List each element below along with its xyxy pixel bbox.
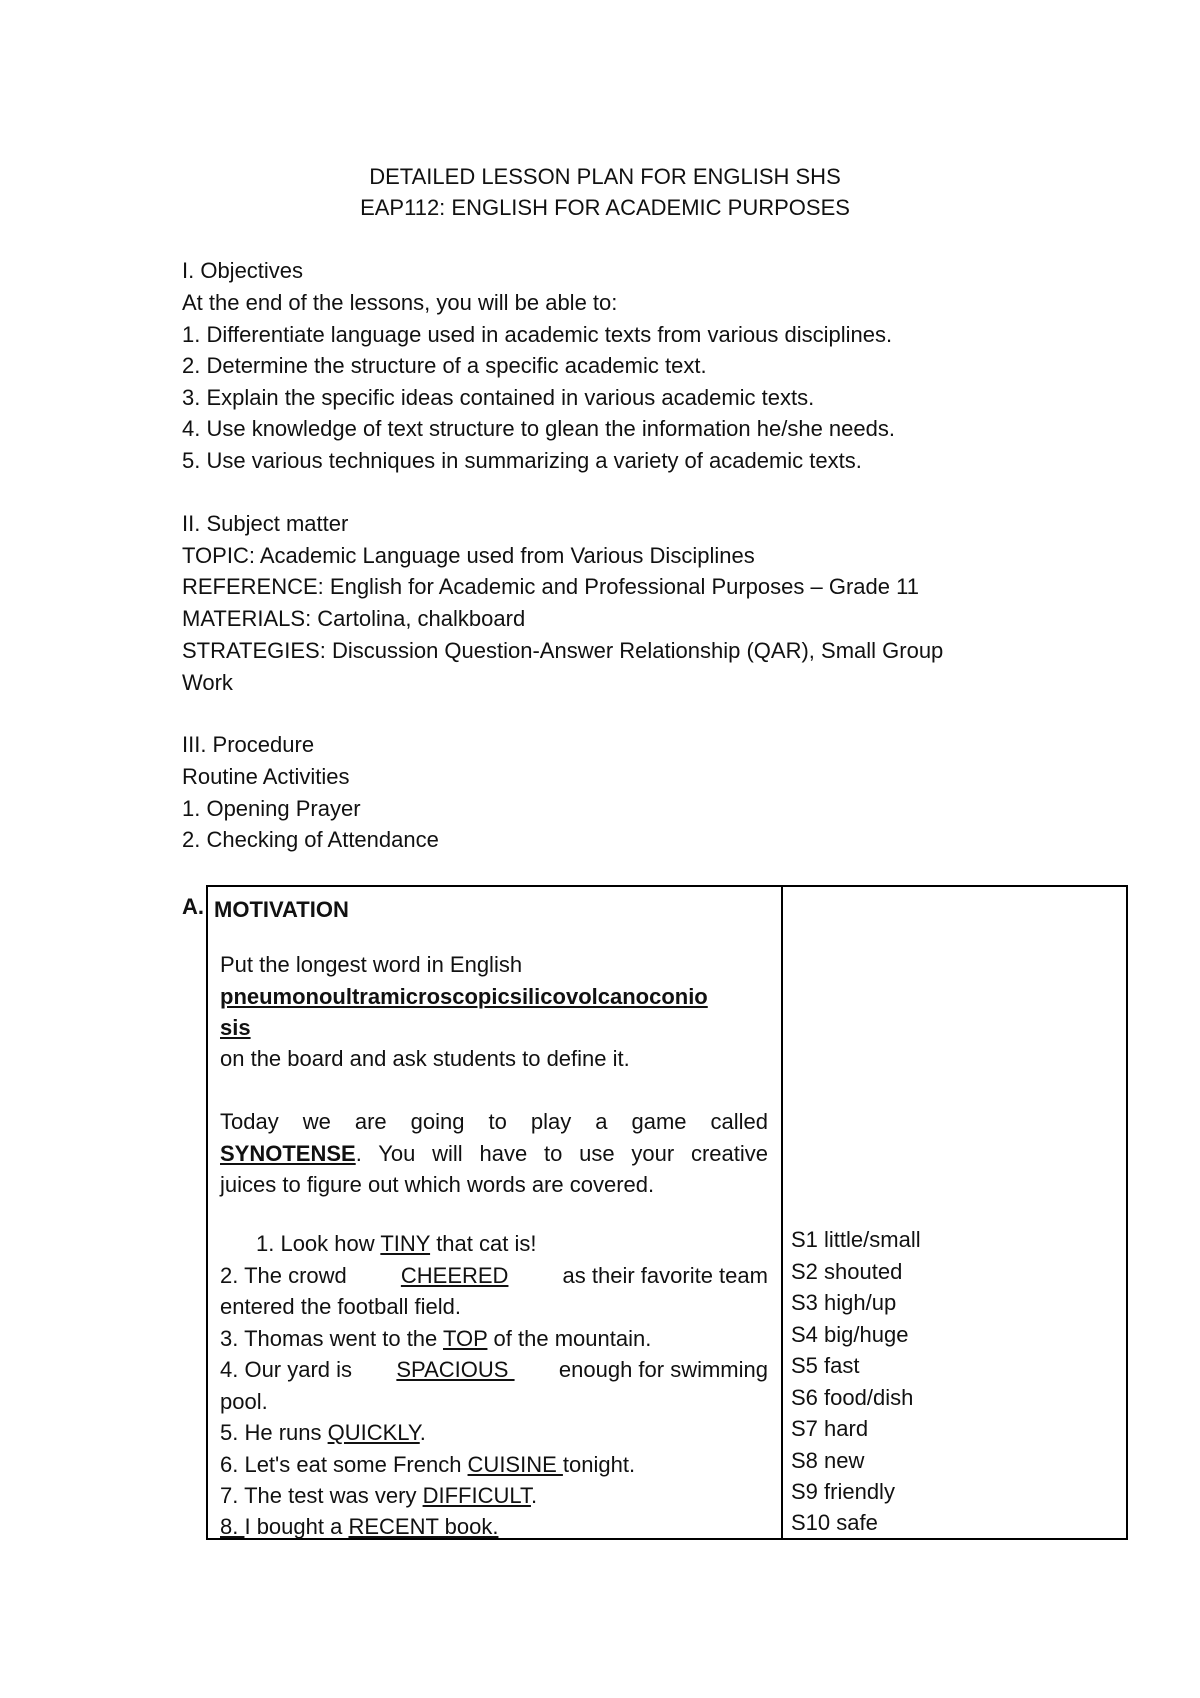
target-word: CHEERED: [400, 1263, 509, 1288]
objective-item: 2. Determine the structure of a specific academic text.: [182, 353, 707, 378]
target-word: SPACIOUS: [396, 1357, 515, 1382]
subject-topic: TOPIC: Academic Language used from Various Disciplines: [182, 543, 755, 568]
subject-strategies: STRATEGIES: Discussion Question-Answer Relationship (QAR), Small Group: [182, 638, 944, 663]
sentence-text: that cat is!: [430, 1231, 537, 1256]
objectives-heading: I. Objectives: [182, 258, 304, 283]
answer-item: S6 food/dish: [791, 1385, 914, 1410]
column-divider: [781, 887, 783, 1538]
sentence-text: enough for swimming: [558, 1357, 768, 1382]
sentence-item: [220, 1511, 498, 1543]
procedure-item: 2. Checking of Attendance: [182, 827, 439, 852]
answer-item: S1 little/small: [791, 1227, 921, 1252]
sentence-text: 2. The crowd: [220, 1263, 347, 1288]
procedure-item: 1. Opening Prayer: [182, 796, 361, 821]
subject-materials: MATERIALS: Cartolina, chalkboard: [182, 606, 526, 631]
sentence-text: 4. Our yard is: [220, 1357, 353, 1382]
sentence-item: [220, 1323, 651, 1355]
sentence-item: [220, 1449, 635, 1481]
game-name: SYNOTENSE: [220, 1141, 356, 1166]
sentence-item: [256, 1228, 536, 1260]
objectives-intro: At the end of the lessons, you will be able to:: [182, 290, 618, 315]
target-word: TOP: [443, 1326, 488, 1351]
sentence-text: 3. Thomas went to the: [220, 1326, 443, 1351]
target-word: TINY: [380, 1231, 431, 1256]
subject-heading: II. Subject matter: [182, 511, 349, 536]
target-word: CUISINE: [467, 1452, 563, 1477]
game-intro: juices to figure out which words are covered.: [220, 1172, 655, 1197]
document-title: DETAILED LESSON PLAN FOR ENGLISH SHS: [369, 164, 841, 189]
document-subtitle: EAP112: ENGLISH FOR ACADEMIC PURPOSES: [360, 195, 850, 220]
sentence-item: [220, 1260, 768, 1292]
objective-item: 5. Use various techniques in summarizing a variety of academic texts.: [182, 448, 862, 473]
answer-item: S10 safe: [791, 1510, 878, 1535]
subject-strategies-continued: Work: [182, 670, 233, 695]
answer-item: S3 high/up: [791, 1290, 897, 1315]
answer-item: S7 hard: [791, 1416, 869, 1441]
procedure-heading: III. Procedure: [182, 732, 315, 757]
answer-item: S5 fast: [791, 1353, 860, 1378]
answer-item: S2 shouted: [791, 1259, 903, 1284]
sentence-item: [220, 1417, 426, 1449]
longest-word-continued: sis: [220, 1015, 251, 1040]
motivation-heading: MOTIVATION: [214, 897, 349, 922]
routine-heading: Routine Activities: [182, 764, 350, 789]
game-intro-line: [220, 1138, 768, 1170]
sentence-text: 5. He runs: [220, 1420, 328, 1445]
answer-item: S4 big/huge: [791, 1322, 909, 1347]
instruction-line: on the board and ask students to define it.: [220, 1046, 630, 1071]
instruction-line: Put the longest word in English: [220, 952, 523, 977]
sentence-text: as their favorite team: [562, 1263, 768, 1288]
sentence-number: 8.: [220, 1514, 245, 1539]
answer-item: S8 new: [791, 1448, 865, 1473]
sentence-text: of the mountain.: [487, 1326, 652, 1351]
game-intro: Today we are going to play a game called: [220, 1109, 768, 1134]
target-word: QUICKLY: [327, 1420, 420, 1445]
target-word: DIFFICULT: [422, 1483, 531, 1508]
sentence-text: .: [419, 1420, 426, 1445]
objective-item: 3. Explain the specific ideas contained in various academic texts.: [182, 385, 815, 410]
sentence-text: 1. Look how: [256, 1231, 381, 1256]
sentence-item: [220, 1354, 768, 1386]
sentence-text: book.: [438, 1514, 499, 1539]
sentence-item: [220, 1480, 537, 1512]
sentence-text: .: [530, 1483, 538, 1508]
subject-reference: REFERENCE: English for Academic and Professional Purposes – Grade 11: [182, 574, 919, 599]
objective-item: 4. Use knowledge of text structure to glean the information he/she needs.: [182, 416, 895, 441]
longest-word: pneumonoultramicroscopicsilicovolcanoconio: [220, 984, 708, 1009]
answer-item: S9 friendly: [791, 1479, 895, 1504]
sentence-continued: pool.: [220, 1389, 268, 1414]
sentence-text: 7. The test was very: [220, 1483, 423, 1508]
section-letter: A.: [182, 894, 204, 919]
sentence-text: tonight.: [562, 1452, 636, 1477]
motivation-table: [206, 885, 1128, 1540]
objective-item: 1. Differentiate language used in academic texts from various disciplines.: [182, 322, 893, 347]
sentence-text: 6. Let's eat some French: [220, 1452, 468, 1477]
game-intro-text: . You will have to use your creative: [355, 1141, 768, 1166]
sentence-continued: entered the football field.: [220, 1294, 461, 1319]
sentence-text: I bought a: [244, 1514, 349, 1539]
target-word: RECENT: [348, 1514, 439, 1539]
